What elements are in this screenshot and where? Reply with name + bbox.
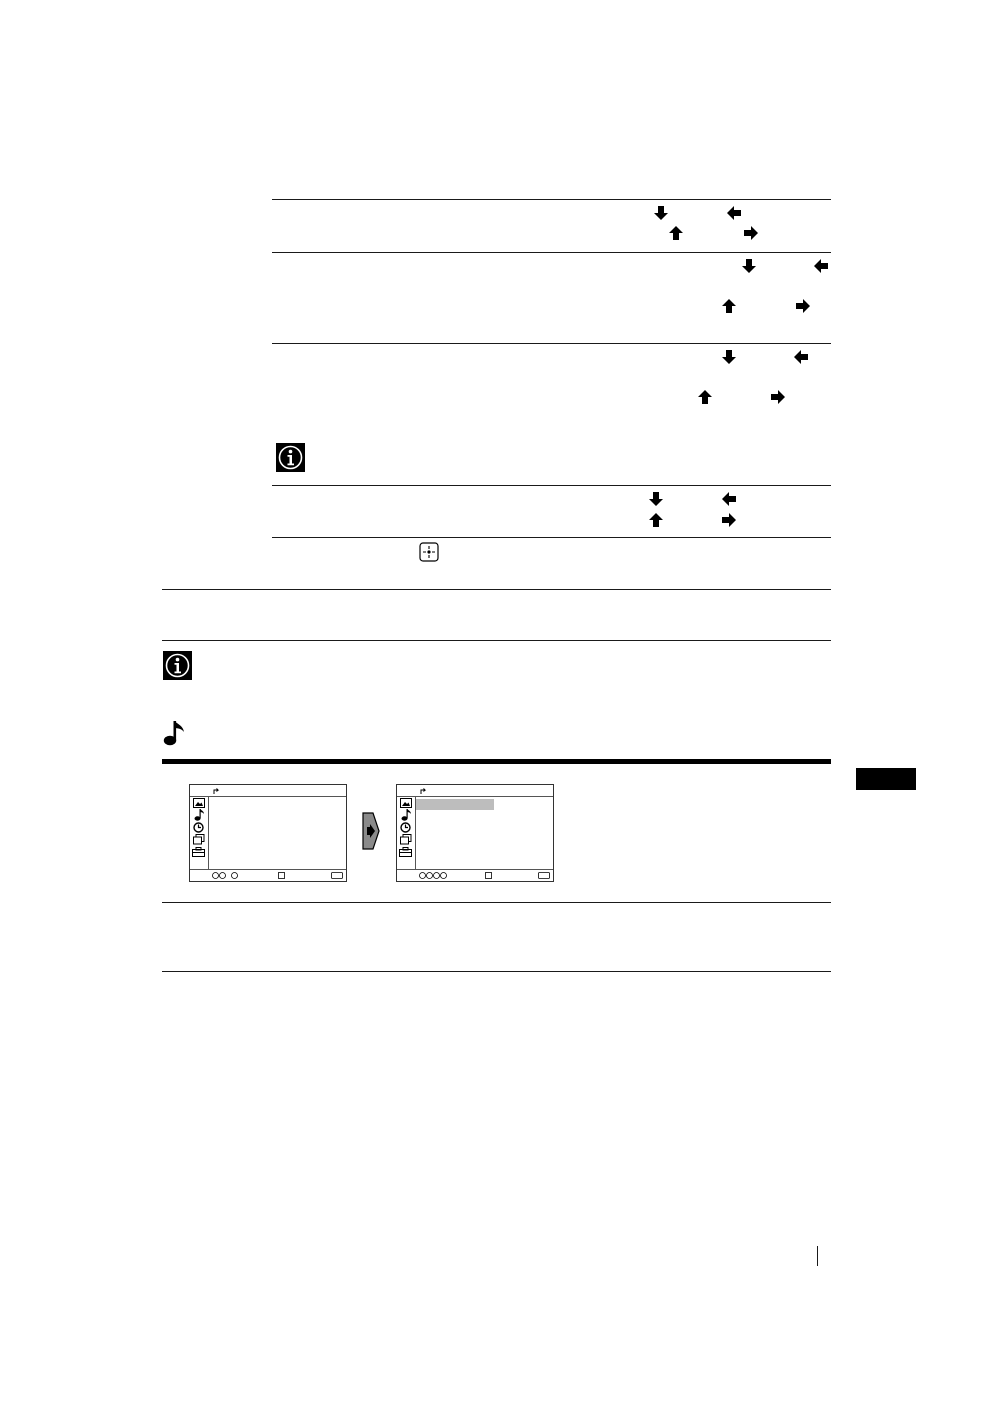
info-icon [276, 443, 305, 472]
right-arrow-icon [770, 389, 786, 405]
direction-buttons-icon [419, 872, 447, 879]
menu-bottom-bar [190, 869, 346, 881]
table-rule-1 [272, 199, 831, 200]
next-arrow-icon [361, 811, 381, 851]
down-arrow-icon [648, 491, 664, 507]
table-rule-4 [272, 485, 831, 486]
menu-top-bar [397, 785, 553, 797]
up-arrow-icon [648, 512, 664, 528]
section-rule-1 [162, 589, 831, 590]
left-arrow-icon [793, 349, 809, 365]
setup-icon [400, 834, 412, 845]
menu-icon-column [190, 797, 209, 870]
section-rule-3 [162, 902, 831, 903]
section-rule-2 [162, 640, 831, 641]
table-rule-5 [272, 537, 831, 538]
sound-icon [194, 809, 204, 821]
music-note-icon [163, 720, 185, 746]
left-arrow-icon [726, 205, 742, 221]
setup-icon [193, 834, 205, 845]
menu-button-icon [538, 872, 550, 879]
table-rule-2 [272, 252, 831, 253]
side-tab [856, 768, 916, 790]
up-arrow-icon [668, 225, 684, 241]
right-button-icon [231, 872, 238, 879]
return-icon [419, 787, 427, 795]
menu-screen [189, 784, 347, 882]
left-arrow-icon [721, 491, 737, 507]
return-icon [212, 787, 220, 795]
right-arrow-icon [721, 512, 737, 528]
down-arrow-icon [741, 258, 757, 274]
right-arrow-icon [795, 298, 811, 314]
timer-icon [400, 822, 411, 833]
info-icon [163, 651, 192, 680]
up-down-button-icon [212, 872, 226, 879]
left-arrow-icon [813, 258, 829, 274]
down-arrow-icon [721, 349, 737, 365]
ok-button-icon [419, 542, 439, 562]
sound-menu-screen [396, 784, 554, 882]
up-arrow-icon [721, 298, 737, 314]
table-rule-3 [272, 343, 831, 344]
menu-top-bar [190, 785, 346, 797]
selected-menu-item [416, 799, 494, 810]
down-arrow-icon [653, 205, 669, 221]
up-arrow-icon [697, 389, 713, 405]
timer-icon [193, 822, 204, 833]
sound-icon [401, 809, 411, 821]
menu-button-icon [331, 872, 343, 879]
right-arrow-icon [743, 225, 759, 241]
menu-bottom-bar [397, 869, 553, 881]
section-rule-4 [162, 971, 831, 972]
heading-rule [162, 759, 831, 764]
page-number-divider [817, 1246, 818, 1266]
picture-icon [400, 798, 412, 808]
picture-icon [193, 798, 205, 808]
ok-button-icon [485, 872, 492, 879]
menu-icon-column [397, 797, 416, 870]
ok-button-icon [278, 872, 285, 879]
toolbox-icon [192, 847, 205, 857]
toolbox-icon [399, 847, 412, 857]
